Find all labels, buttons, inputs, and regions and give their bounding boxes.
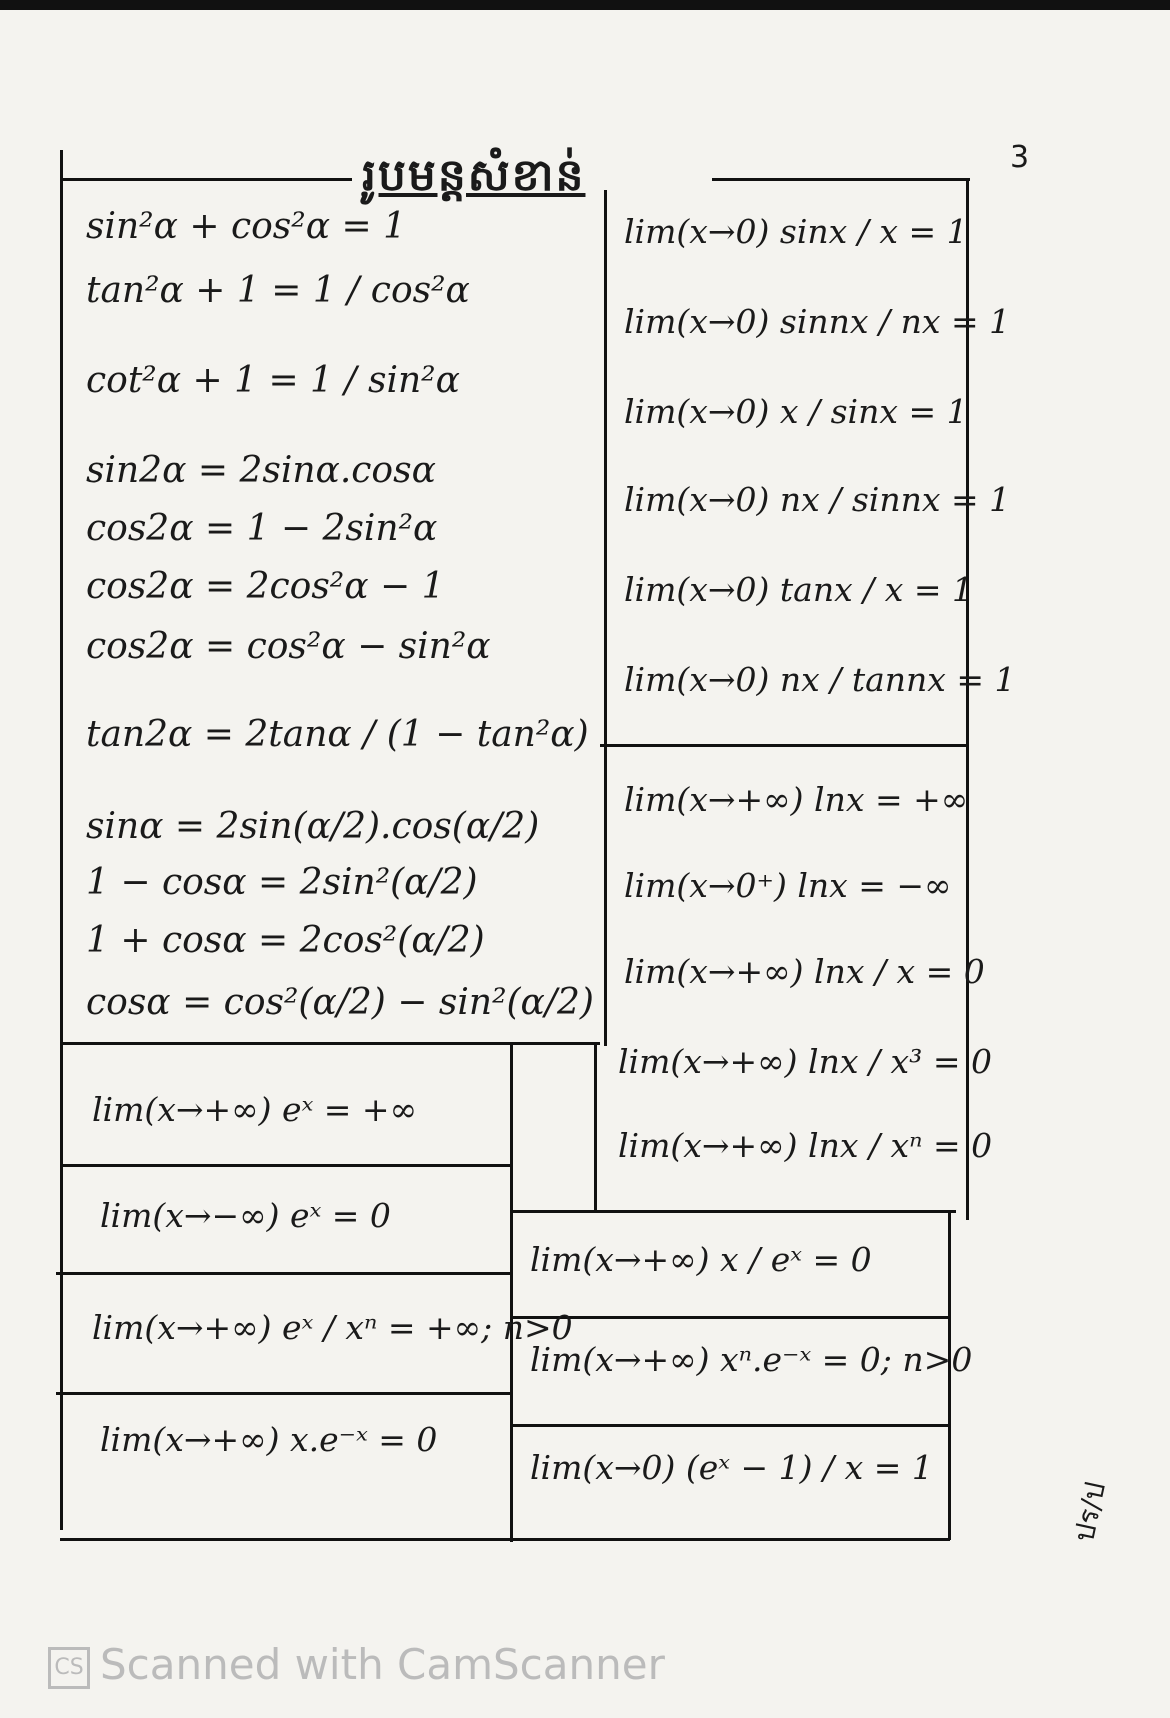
log-limit-4: lim(x→+∞) lnx / x³ = 0 xyxy=(618,1042,993,1081)
exp-limit-left-3: lim(x→+∞) eˣ / xⁿ = +∞; n>0 xyxy=(92,1308,573,1347)
identity-6: cos2α = 2cos²α − 1 xyxy=(86,566,445,607)
right-row-divider-1 xyxy=(510,1316,948,1319)
divider-vertical-log xyxy=(594,1042,597,1212)
divider-vertical-top xyxy=(604,190,607,1046)
identity-12: cosα = cos²(α/2) − sin²(α/2) xyxy=(86,982,594,1023)
title-rule-right xyxy=(712,178,970,181)
identity-7: cos2α = cos²α − sin²α xyxy=(86,626,491,667)
margin-note: ปร/ป xyxy=(1067,1479,1112,1545)
divider-vertical-mid xyxy=(510,1042,513,1542)
identity-3: cot²α + 1 = 1 / sin²α xyxy=(86,360,460,401)
exp-limit-left-2: lim(x→−∞) eˣ = 0 xyxy=(100,1196,391,1235)
exp-limit-left-4: lim(x→+∞) x.e⁻ˣ = 0 xyxy=(100,1420,438,1459)
frame-bottom xyxy=(60,1538,950,1541)
identity-2: tan²α + 1 = 1 / cos²α xyxy=(86,270,470,311)
title-rule-left xyxy=(62,178,352,181)
right-row-divider-2 xyxy=(510,1424,948,1427)
watermark-text: Scanned with CamScanner xyxy=(100,1640,665,1689)
divider-log-bottom xyxy=(510,1210,956,1213)
page-title: រូបមន្តសំខាន់ xyxy=(362,150,586,201)
row-divider-1 xyxy=(60,1164,510,1167)
exp-limit-right-1: lim(x→+∞) x / eˣ = 0 xyxy=(530,1240,872,1279)
identity-11: 1 + cosα = 2cos²(α/2) xyxy=(86,920,485,961)
divider-identities-bottom xyxy=(60,1042,600,1045)
log-limit-5: lim(x→+∞) lnx / xⁿ = 0 xyxy=(618,1126,993,1165)
log-limit-2: lim(x→0⁺) lnx = −∞ xyxy=(624,866,952,905)
identity-10: 1 − cosα = 2sin²(α/2) xyxy=(86,862,478,903)
identity-5: cos2α = 1 − 2sin²α xyxy=(86,508,438,549)
camscanner-icon: CS xyxy=(48,1647,90,1689)
frame-left xyxy=(60,150,63,1530)
identity-9: sinα = 2sin(α/2).cos(α/2) xyxy=(86,806,540,847)
log-limit-3: lim(x→+∞) lnx / x = 0 xyxy=(624,952,985,991)
trig-limit-5: lim(x→0) tanx / x = 1 xyxy=(624,570,974,609)
top-bar xyxy=(0,0,1170,10)
identity-4: sin2α = 2sinα.cosα xyxy=(86,450,436,491)
exp-limit-left-1: lim(x→+∞) eˣ = +∞ xyxy=(92,1090,418,1129)
trig-limit-4: lim(x→0) nx / sinnx = 1 xyxy=(624,480,1011,519)
exp-limit-right-2: lim(x→+∞) xⁿ.e⁻ˣ = 0; n>0 xyxy=(530,1340,973,1379)
page-number: 3 xyxy=(1010,140,1030,175)
camscanner-watermark xyxy=(48,1640,665,1689)
identity-8: tan2α = 2tanα / (1 − tan²α) xyxy=(86,714,589,755)
trig-limit-1: lim(x→0) sinx / x = 1 xyxy=(624,212,968,251)
row-divider-3 xyxy=(56,1392,510,1395)
divider-trig-limits-bottom xyxy=(600,744,966,747)
log-limit-1: lim(x→+∞) lnx = +∞ xyxy=(624,780,969,819)
trig-limit-6: lim(x→0) nx / tannx = 1 xyxy=(624,660,1016,699)
identity-1: sin²α + cos²α = 1 xyxy=(86,206,406,247)
exp-limit-right-3: lim(x→0) (eˣ − 1) / x = 1 xyxy=(530,1448,933,1487)
trig-limit-3: lim(x→0) x / sinx = 1 xyxy=(624,392,968,431)
trig-limit-2: lim(x→0) sinnx / nx = 1 xyxy=(624,302,1011,341)
row-divider-2 xyxy=(56,1272,510,1275)
